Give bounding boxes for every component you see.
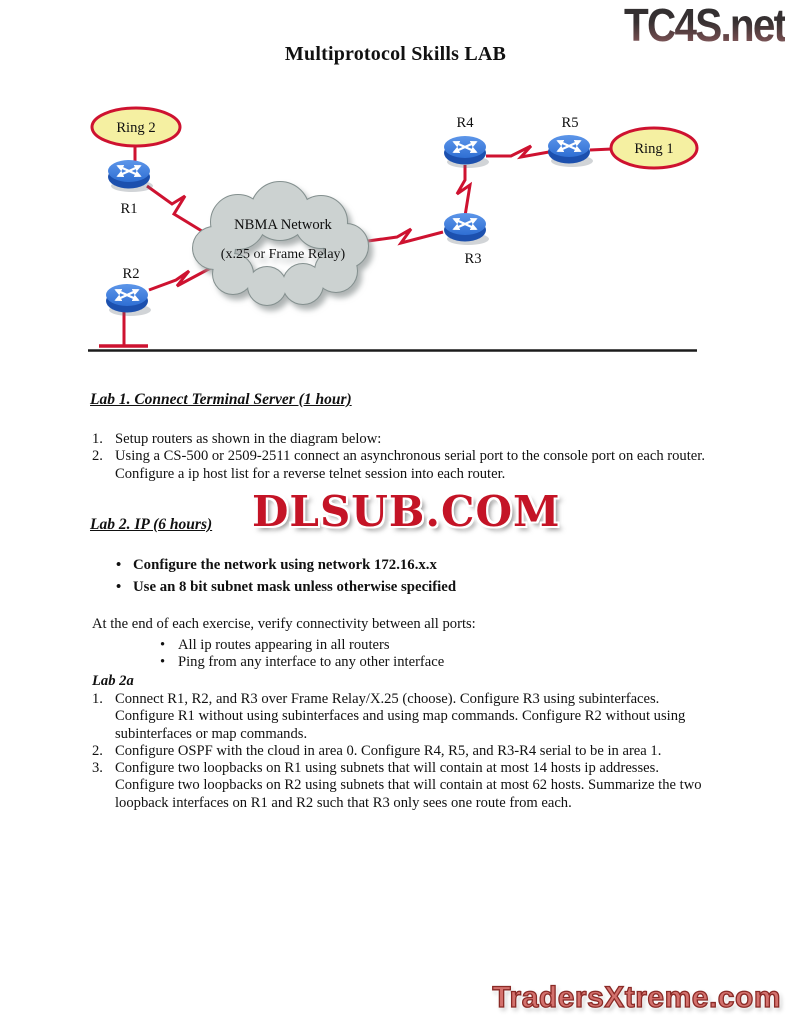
bullet-icon: • xyxy=(160,637,166,653)
router-r3-icon xyxy=(444,213,489,245)
link-r4-r3 xyxy=(457,165,470,216)
verify-bullets xyxy=(160,637,444,672)
link-r4-r5 xyxy=(486,146,549,157)
ring1-label: Ring 1 xyxy=(634,141,674,157)
lab2a-list xyxy=(92,691,706,812)
list-item xyxy=(160,637,444,654)
list-item xyxy=(160,654,444,671)
list-item xyxy=(116,557,676,574)
lab2a-heading: Lab 2a xyxy=(92,673,134,689)
link-r1-cloud xyxy=(147,186,210,236)
list-item-text: Configure OSPF with the cloud in area 0. Configure R4, R5, and R3-R4 serial to be in area 1. xyxy=(115,742,662,759)
r2-label: R2 xyxy=(122,266,140,282)
bullet-text: All ip routes appearing in all routers xyxy=(178,637,390,653)
list-number: 3. xyxy=(92,760,103,777)
r4-label: R4 xyxy=(456,115,474,131)
bullet-icon: • xyxy=(116,579,122,596)
list-item-text: Configure two loopbacks on R1 using subnets that will contain at most 14 hosts ip addresses. Configure two loopbacks on R2 using subnets that will contain at most 62 hosts. Summarize the two loopback interfaces on R1 and R2 such that R3 only sees one route from each. xyxy=(115,760,702,811)
list-item xyxy=(92,691,706,743)
ring2-node xyxy=(92,108,180,146)
lab1-heading: Lab 1. Connect Terminal Server (1 hour) xyxy=(90,391,352,408)
page-title: Multiprotocol Skills LAB xyxy=(284,43,507,65)
tc4s-watermark: TC4S.net xyxy=(623,0,785,51)
list-item xyxy=(92,760,706,812)
tradersxtreme-watermark: TradersXtreme.com xyxy=(492,981,781,1014)
list-item xyxy=(116,579,676,596)
list-number: 2. xyxy=(92,448,103,465)
router-r1-icon xyxy=(108,160,153,192)
nbma-cloud xyxy=(193,182,368,305)
list-number: 1. xyxy=(92,691,103,707)
cloud-label-line1: NBMA Network xyxy=(234,217,332,233)
list-item-text: Setup routers as shown in the diagram below: xyxy=(115,431,382,447)
list-item-text: Connect R1, R2, and R3 over Frame Relay/X.25 (choose). Configure R3 using subinterfaces. Configure R1 without using subinterfaces and using map commands. Configure R2 without using subinterfaces or map commands. xyxy=(115,691,686,742)
verify-intro: At the end of each exercise, verify connectivity between all ports: xyxy=(92,616,476,632)
lab2-heading: Lab 2. IP (6 hours) xyxy=(90,516,213,533)
bullet-icon: • xyxy=(160,654,166,671)
ring2-label: Ring 2 xyxy=(116,120,156,136)
list-item xyxy=(92,743,706,760)
lab2-bold-bullets xyxy=(116,557,676,602)
router-r2-icon xyxy=(106,284,151,316)
list-item-text: Using a CS-500 or 2509-2511 connect an asynchronous serial port to the console port on each router. Configure a ip host list for a reverse telnet session into each router. xyxy=(115,448,705,482)
list-number: 1. xyxy=(92,431,103,447)
bullet-icon: • xyxy=(116,557,122,573)
bullet-text: Use an 8 bit subnet mask unless otherwise specified xyxy=(133,579,457,596)
r3-label: R3 xyxy=(464,251,482,267)
bullet-text: Configure the network using network 172.16.x.x xyxy=(133,557,437,573)
ring1-node xyxy=(611,128,697,168)
router-r5-icon xyxy=(548,135,593,167)
link-cloud-r3 xyxy=(368,229,443,243)
network-diagram xyxy=(60,93,720,355)
bullet-text: Ping from any interface to any other interface xyxy=(178,654,445,671)
lab1-list xyxy=(92,431,706,483)
list-item xyxy=(92,448,706,483)
r5-label: R5 xyxy=(561,115,579,131)
list-item xyxy=(92,431,706,448)
cloud-label-line2: (x.25 or Frame Relay) xyxy=(220,247,346,262)
dlsub-watermark: DLSUB.COM xyxy=(252,487,561,536)
router-r4-icon xyxy=(444,136,489,168)
link-r5-ring1 xyxy=(590,149,612,150)
r1-label: R1 xyxy=(120,201,138,217)
list-number: 2. xyxy=(92,742,103,759)
